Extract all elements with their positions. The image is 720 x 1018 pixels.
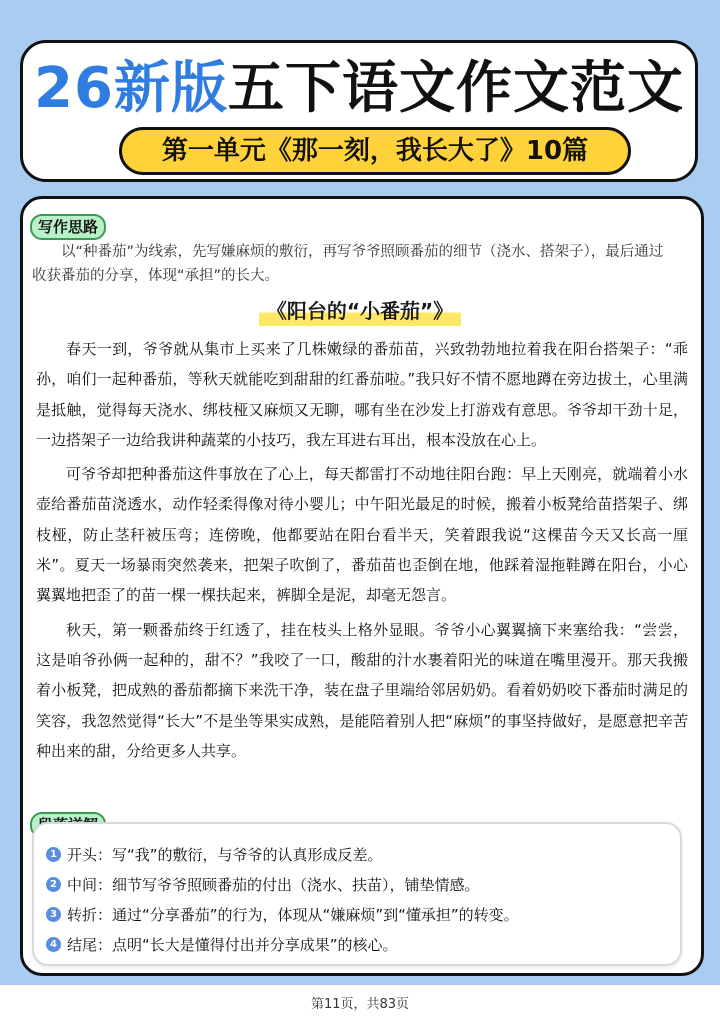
- essay-paragraph: 秋天，第一颗番茄终于红透了，挂在枝头上格外显眼。爷爷小心翼翼摘下来塞给我：“尝尝，这是咱爷孙俩一起种的，甜不？”我咬了一口，酸甜的汁水裹着阳光的味道在嘴里漫开。那天我搬着小板凳，把成熟的番茄都摘下来洗干净，装在盘子里端给邻居奶奶。看着奶奶咬下番茄时满足的笑容，我忽然觉得“长大”不是坐等果实成熟，是能陪着别人把“麻烦”的事坚持做好，是愿意把辛苦种出来的甜，分给更多人共享。: [36, 620, 688, 760]
- detail-item: [46, 840, 383, 868]
- essay-title-wrap: [0, 296, 720, 326]
- writing-idea-text: 以“种番茄”为线索，先写嫌麻烦的敷衍，再写爷爷照顾番茄的细节（浇水、搭架子），最后通过收获番茄的分享，体现“承担”的长大。: [32, 244, 664, 284]
- detail-text: 开头：写“我”的敷衍，与爷爷的认真形成反差。: [67, 845, 383, 864]
- number-badge-icon: 3: [46, 907, 61, 922]
- main-title-rest: 五下语文作文范文: [227, 56, 684, 121]
- detail-text: 转折：通过“分享番茄”的行为，体现从“嫌麻烦”到“懂承担”的转变。: [67, 905, 519, 924]
- subtitle-pill: 第一单元《那一刻，我长大了》10篇: [119, 127, 631, 175]
- essay-title: 《阳台的“小番茄”》: [259, 296, 461, 326]
- writing-idea-tag: 写作思路: [30, 214, 106, 240]
- main-title-accent: 26新版: [34, 56, 228, 121]
- paragraph-details-box: [32, 822, 682, 966]
- essay-paragraph: 可爷爷却把种番茄这件事放在了心上，每天都雷打不动地往阳台跑：早上天刚亮，就端着小水壶给番茄苗浇透水，动作轻柔得像对待小婴儿；中午阳光最足的时候，搬着小板凳给苗搭架子、绑枝桠，防止茎秆被压弯；连傍晚，他都要站在阳台看半天，笑着跟我说“这棵苗今天又长高一厘米”。夏天一场暴雨突然袭来，把架子吹倒了，番茄苗也歪倒在地，他踩着湿拖鞋蹲在阳台，小心翼翼地把歪了的苗一棵一棵扶起来，裤脚全是泥，却毫无怨言。: [36, 465, 688, 605]
- essay-paragraph: 春天一到，爷爷就从集市上买来了几株嫩绿的番茄苗，兴致勃勃地拉着我在阳台搭架子：“乖孙，咱们一起种番茄，等秋天就能吃到甜甜的红番茄啦。”我只好不情不愿地蹲在旁边拔土，心里满是抵触，觉得每天浇水、绑枝桠又麻烦又无聊，哪有坐在沙发上打游戏有意思。爷爷却干劲十足，一边搭架子一边给我讲种蔬菜的小技巧，我左耳进右耳出，根本没放在心上。: [36, 340, 688, 449]
- essay-body: [36, 334, 688, 766]
- detail-text: 结尾：点明“长大是懂得付出并分享成果”的核心。: [67, 935, 398, 954]
- detail-item: [46, 870, 480, 898]
- detail-text: 中间：细节写爷爷照顾番茄的付出（浇水、扶苗），铺垫情感。: [67, 875, 480, 894]
- detail-item: [46, 930, 398, 958]
- number-badge-icon: 4: [46, 937, 61, 952]
- page-footer: 第11页，共83页: [310, 997, 410, 1012]
- number-badge-icon: 1: [46, 847, 61, 862]
- main-title: [23, 53, 695, 125]
- detail-item: [46, 900, 519, 928]
- header-card: [20, 40, 698, 182]
- number-badge-icon: 2: [46, 877, 61, 892]
